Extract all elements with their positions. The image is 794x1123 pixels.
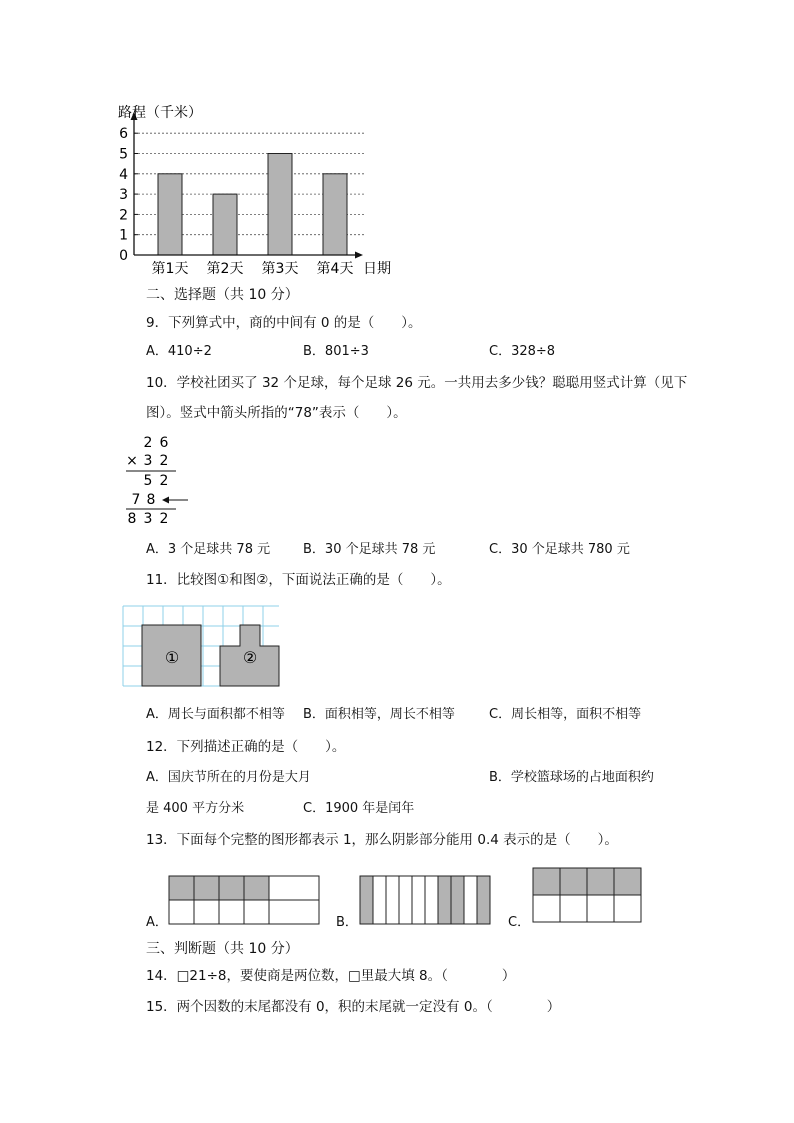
q11-option-b[interactable]: B．面积相等，周长不相等	[303, 707, 455, 722]
y-tick-label: 2	[119, 207, 128, 224]
strip	[412, 876, 425, 924]
q13-figure-a[interactable]	[168, 875, 322, 927]
chart-y-ticks	[119, 126, 138, 264]
chart-x-axis-arrow	[355, 252, 363, 259]
q13-figure-c[interactable]	[532, 867, 644, 925]
y-tick-label: 3	[119, 187, 128, 204]
chart-y-label: 路程（千米）	[118, 105, 202, 121]
strip	[425, 876, 438, 924]
q11-grid-figure	[122, 605, 282, 689]
bar-3	[268, 154, 292, 256]
q12-option-b[interactable]: B．学校篮球场的占地面积约	[489, 770, 654, 785]
q13-option-c-label[interactable]: C．	[508, 915, 531, 930]
calc-arrowhead-icon	[162, 497, 169, 504]
y-tick-label: 1	[119, 227, 128, 244]
calc-r2-times: ×	[126, 453, 138, 469]
q10-option-c[interactable]: C．30 个足球共 780 元	[489, 542, 630, 557]
q11-option-a[interactable]: A．周长与面积都不相等	[146, 707, 285, 722]
calc-r2-d2: 2	[159, 453, 169, 469]
bar-2	[213, 194, 237, 255]
q11-shape-2-label: ②	[242, 648, 258, 667]
strip	[399, 876, 412, 924]
strip	[373, 876, 386, 924]
calc-r3-d2: 2	[159, 473, 169, 489]
q9-option-a[interactable]: A．410÷2	[146, 344, 212, 359]
q14-text: 14．□21÷8，要使商是两位数，□里最大填 8。（ ）	[146, 968, 516, 984]
chart-x-label: 日期	[363, 261, 391, 277]
calc-r1-d1: 2	[143, 435, 153, 451]
calc-r3-d1: 5	[143, 473, 153, 489]
q11-option-c[interactable]: C．周长相等，面积不相等	[489, 707, 642, 722]
calc-r5-d2: 3	[143, 511, 153, 527]
q12-option-b-continued: 是 400 平方分米	[146, 801, 245, 816]
q10-option-b[interactable]: B．30 个足球共 78 元	[303, 542, 436, 557]
bar-chart	[110, 98, 410, 284]
q15-text: 15．两个因数的末尾都没有 0，积的末尾就一定没有 0。（ ）	[146, 999, 561, 1015]
y-tick-label: 0	[119, 248, 128, 264]
calc-r5-d3: 2	[159, 511, 169, 527]
strip	[464, 876, 477, 924]
q12-option-a[interactable]: A．国庆节所在的月份是大月	[146, 770, 311, 785]
x-tick-label: 第3天	[261, 261, 299, 277]
strip	[451, 876, 464, 924]
q13-option-b-label[interactable]: B．	[336, 915, 358, 930]
q10-option-a[interactable]: A．3 个足球共 78 元	[146, 542, 271, 557]
calc-r5-d1: 8	[127, 511, 137, 527]
strip	[438, 876, 451, 924]
q13-text: 13．下面每个完整的图形都表示 1，那么阴影部分能用 0.4 表示的是（ ）。	[146, 832, 618, 848]
q13-figure-b-cells	[360, 876, 490, 924]
section-3-title: 三、判断题（共 10 分）	[146, 941, 299, 957]
q10-text-line1: 10．学校社团买了 32 个足球，每个足球 26 元。一共用去多少钱？聪聪用竖式计算（见下	[146, 375, 688, 391]
strip	[477, 876, 490, 924]
q13-option-a-label[interactable]: A．	[146, 915, 168, 930]
q10-text-line2: 图）。竖式中箭头所指的“78”表示（ ）。	[146, 405, 407, 421]
chart-bars	[158, 154, 347, 256]
y-tick-label: 6	[119, 126, 128, 143]
q11-shape-1-label: ①	[164, 648, 180, 667]
calc-r1-d2: 6	[159, 435, 169, 451]
x-tick-label: 第4天	[316, 261, 354, 277]
bar-4	[323, 174, 347, 255]
section-2-title: 二、选择题（共 10 分）	[146, 287, 299, 303]
q13-figure-b[interactable]	[359, 875, 493, 927]
q9-option-b[interactable]: B．801÷3	[303, 344, 369, 359]
x-tick-label: 第1天	[151, 261, 189, 277]
strip	[360, 876, 373, 924]
y-tick-label: 5	[119, 146, 128, 163]
bar-1	[158, 174, 182, 255]
q12-option-c[interactable]: C．1900 年是闰年	[303, 801, 415, 816]
y-tick-label: 4	[119, 166, 128, 183]
chart-x-labels	[152, 261, 354, 277]
q12-text: 12．下列描述正确的是（ ）。	[146, 739, 346, 755]
q11-text: 11．比较图①和图②，下面说法正确的是（ ）。	[146, 572, 451, 588]
x-tick-label: 第2天	[206, 261, 244, 277]
calc-r2-d1: 3	[143, 453, 153, 469]
q9-text: 9．下列算式中，商的中间有 0 的是（ ）。	[146, 315, 422, 331]
strip	[386, 876, 399, 924]
q9-option-c[interactable]: C．328÷8	[489, 344, 556, 359]
vertical-multiplication	[118, 430, 198, 530]
calc-r4-d2: 8	[146, 492, 156, 508]
calc-r4-d1: 7	[131, 492, 141, 508]
